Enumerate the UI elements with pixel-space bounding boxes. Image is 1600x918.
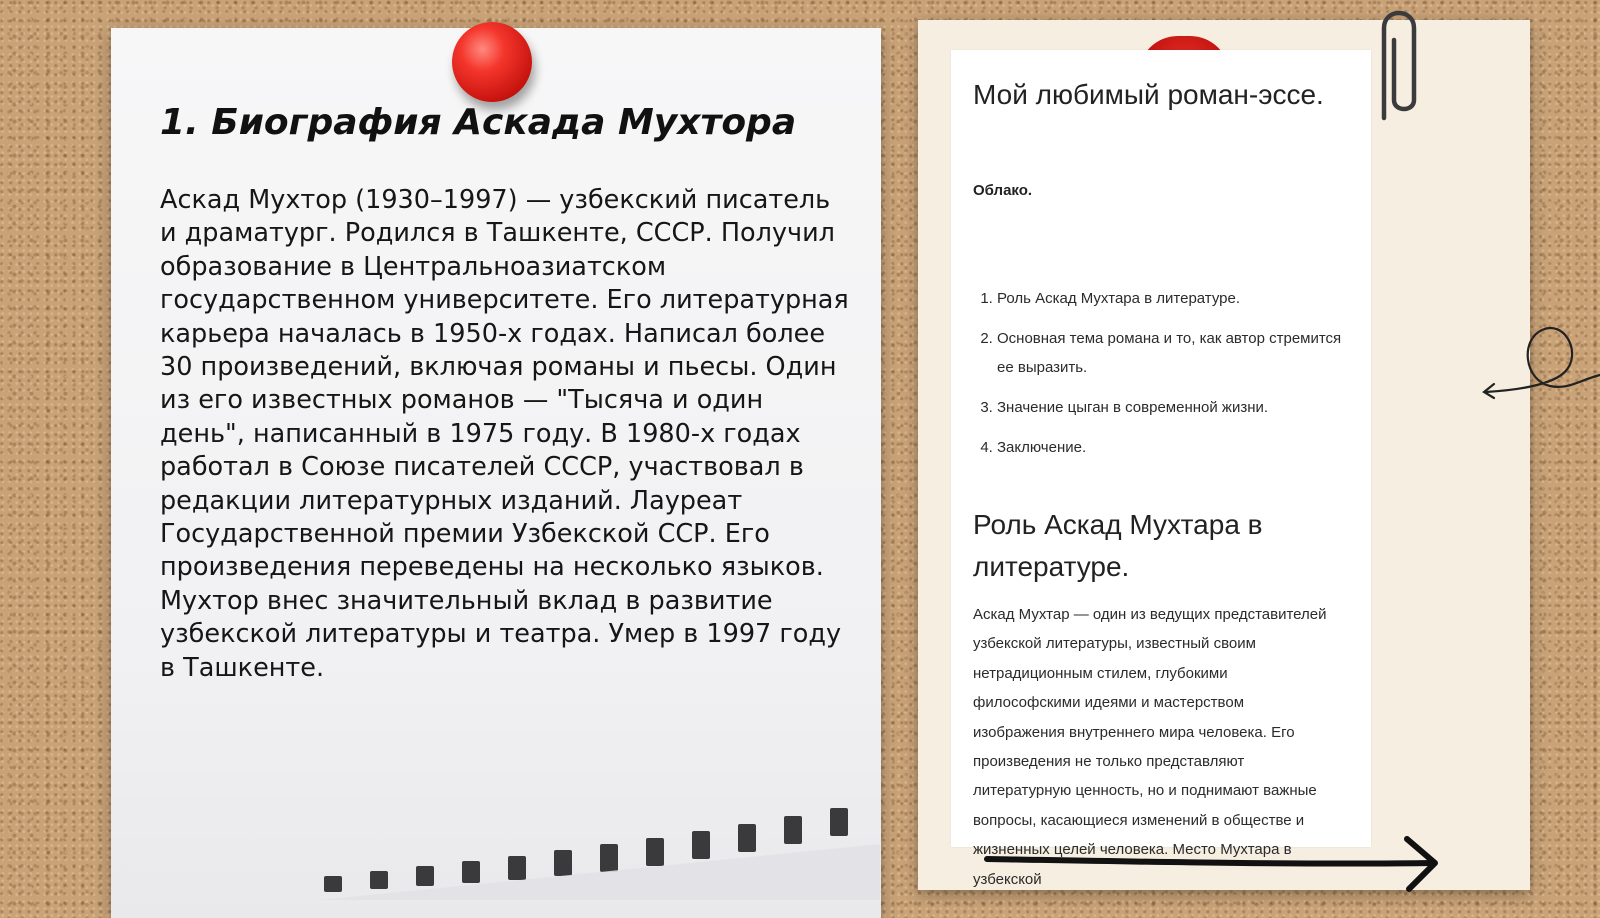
section-heading: Роль Аскад Мухтара в литературе. — [973, 509, 1263, 582]
list-item: 4. Заключение. — [997, 433, 1347, 462]
push-pin-icon — [452, 22, 532, 102]
essay-label: Облако. — [973, 182, 1033, 199]
biography-text: Аскад Мухтор (1930–1997) — узбекский писатель и драматург. Родился в Ташкенте, СССР. Получил образование в Центральноазиатском государственном университете. Его литературная карьера началась в 1950-х годах. Написал более 30 произведений, включая романы и пьесы. Один из его известных романов — "Тысяча и один день", написанный в 1975 году. В 1980-х годах работал в Союзе писателей СССР, участвовал в редакции литературных изданий. Лауреат Государственной премии Узбекской ССР. Его произведения переведены на несколько языков. Мухтор внес значительный вклад в развитие узбекской литературы и театра. Умер в 1997 году в Ташкенте. — [160, 185, 849, 683]
squiggle-arrow-icon — [1480, 310, 1600, 420]
list-item: 3. Значение цыган в современной жизни. — [997, 393, 1347, 422]
biography-title: 1. Биография Аскада Мухтора — [160, 102, 797, 143]
arrow-right-icon — [985, 835, 1445, 895]
essay-heading: Мой любимый роман-эссе. — [973, 79, 1324, 110]
list-item: 2. Основная тема романа и то, как автор стремится ее выразить. — [997, 324, 1347, 382]
section-text: Аскад Мухтар — один из ведущих представителей узбекской литературы, известный своим нетрадиционным стилем, глубокими философскими идеями и мастерством изображения внутреннего мира человека. Его произведения не только представляют литературную ценность, но и поднимают важные вопросы, касающиеся изменений в обществе и жизненных целей человека. Место Мухтара в узбекской — [973, 606, 1327, 888]
paperclip-icon — [1370, 0, 1426, 130]
list-item: 1. Роль Аскад Мухтара в литературе. — [997, 284, 1347, 313]
essay-document — [951, 50, 1371, 888]
essay-outline — [973, 284, 1347, 473]
